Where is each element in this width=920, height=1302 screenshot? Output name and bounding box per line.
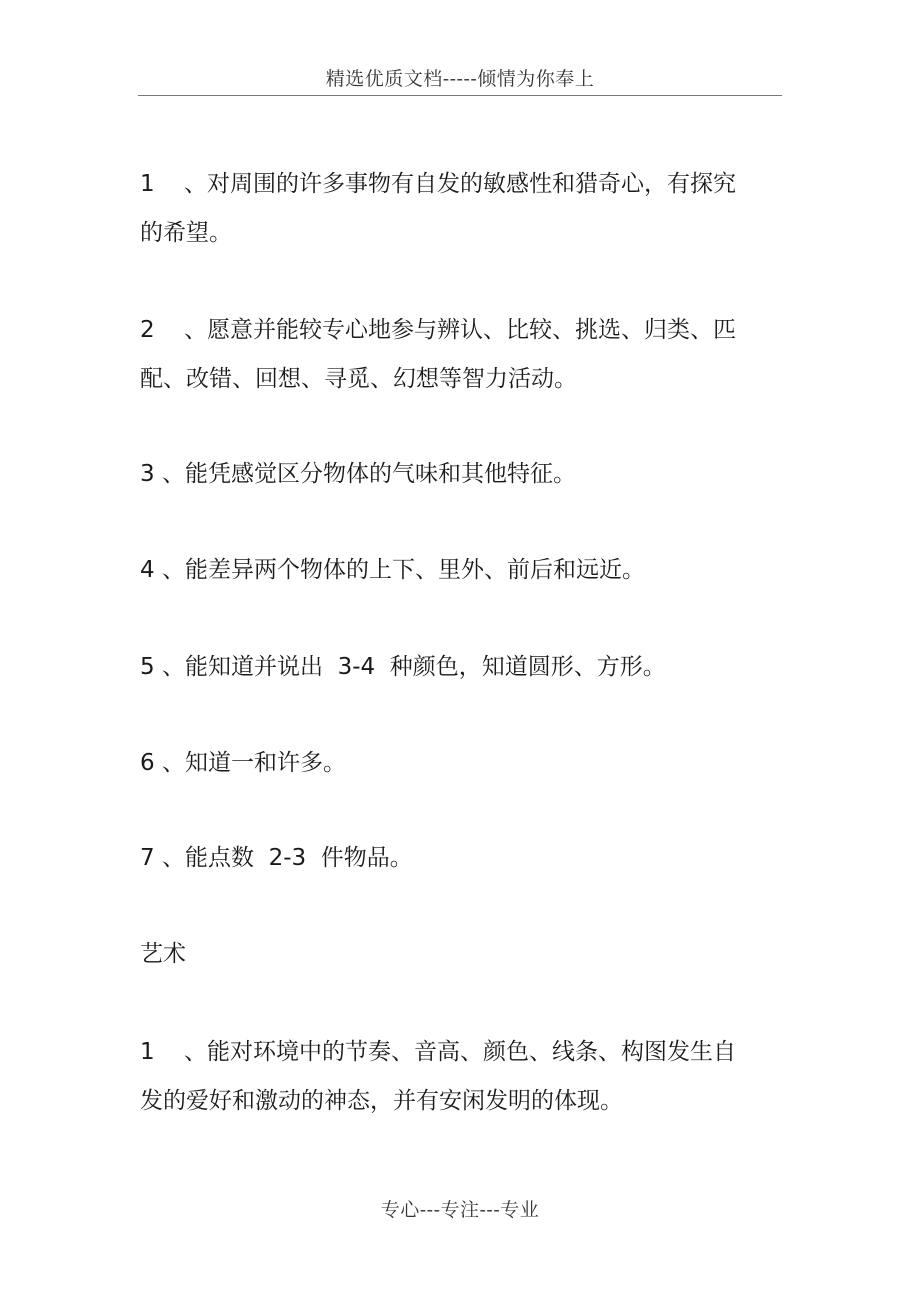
list-item-1 <box>140 160 785 258</box>
item-text-line1: 、愿意并能较专心地参与辨认、比较、挑选、归类、匹 <box>184 317 736 343</box>
page-footer: 专心---专注---专业 <box>380 1199 540 1221</box>
item-number: 1 <box>140 171 155 197</box>
item-number: 6 <box>140 750 155 776</box>
item-text-line2: 的希望。 <box>140 220 232 246</box>
list-item-5 <box>140 643 785 692</box>
list-item-2 <box>140 306 785 404</box>
item-text: 、能差异两个物体的上下、里外、前后和远近。 <box>162 557 645 583</box>
item-number: 7 <box>140 845 155 871</box>
item-number: 3 <box>140 461 155 487</box>
item-text-line1: 、对周围的许多事物有自发的敏感性和猎奇心，有探究 <box>184 171 736 197</box>
item-text-line2: 发的爱好和激动的神态，并有安闲发明的体现。 <box>140 1088 623 1114</box>
item-number: 2 <box>140 317 155 343</box>
item-text: 、能知道并说出 3-4 种颜色，知道圆形、方形。 <box>162 654 666 680</box>
list-item-7 <box>140 834 785 883</box>
item-number: 4 <box>140 557 155 583</box>
item-text-line2: 配、改错、回想、寻觅、幻想等智力活动。 <box>140 366 577 392</box>
art-list-item-1 <box>140 1028 785 1126</box>
item-number: 5 <box>140 654 155 680</box>
item-text-line1: 、能对环境中的节奏、音高、颜色、线条、构图发生自 <box>184 1039 736 1065</box>
item-number: 1 <box>140 1039 155 1065</box>
section-heading: 艺术 <box>140 941 186 967</box>
page-header: 精选优质文档-----倾情为你奉上 <box>325 68 595 90</box>
list-item-6 <box>140 739 785 788</box>
list-item-4 <box>140 546 785 595</box>
list-item-3 <box>140 450 785 499</box>
item-text: 、能凭感觉区分物体的气味和其他特征。 <box>162 461 576 487</box>
item-text: 、知道一和许多。 <box>162 750 346 776</box>
header-divider <box>138 95 782 96</box>
item-text: 、能点数 2-3 件物品。 <box>162 845 413 871</box>
